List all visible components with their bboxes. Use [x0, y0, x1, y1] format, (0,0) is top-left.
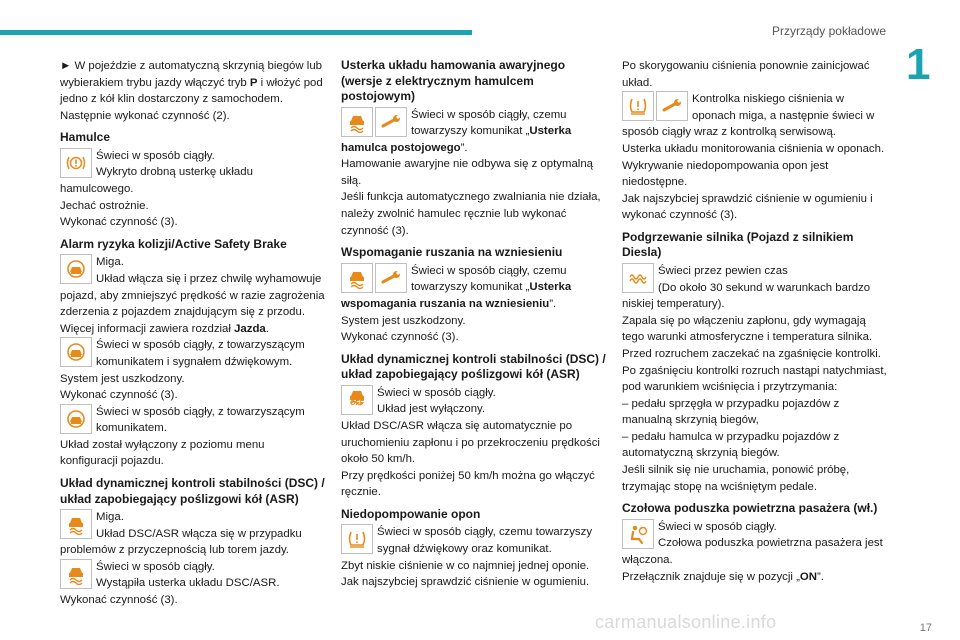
indicator-preheat: Świeci przez pewien czas (Do około 30 sekund w warunkach bardzo niskiej temperatury).	[622, 264, 871, 311]
indicator-collision-disabled: Świeci w sposób ciągły, z towarzyszącym komunikatem.	[60, 404, 325, 437]
heading-airbag: Czołowa poduszka powietrzna pasażera (wł.)	[622, 501, 878, 516]
indicator-collision-flashing: Miga. Układ włącza się i przez chwilę wyhamowuje pojazd, aby zmniejszyć prędkość w razie zagrożenia zderzenia z pojazdem znajdującym się z przodu.	[60, 256, 325, 319]
wrench-icon	[375, 107, 407, 137]
wrench-icon	[375, 263, 407, 293]
skid-car-icon	[341, 107, 373, 137]
glow-plug-icon	[622, 263, 654, 293]
collision-alert-icon	[60, 337, 92, 367]
heading-parking-brake-fault: Usterka układu hamowania awaryjnego (wersje z elektrycznym hamulcem postojowym)	[341, 58, 566, 103]
off-label: OFF	[350, 400, 364, 408]
indicator-dsc-off: OFF Świeci w sposób ciągły. Układ jest wyłączony.	[341, 385, 606, 418]
column-1: ► W pojeździe z automatyczną skrzynią biegów lub wybierakiem trybu jazdy włączyć tryb P i włożyć pod jedno z kół klin dostarczony z samochodem. Następnie wykonać czynność (2). Hamulce Świeci w sposób ciągły. Wykryto drobną usterkę układu hamulcowego. Jechać ostrożnie. Wykonać czynność (3). Alarm ryzyka kolizji/Active Safety Brake Miga. Układ włącza się i przez chwilę wyhamowuje pojazd, aby zmniejszyć prędkość w razie zagrożenia zderzenia z pojazdem znajdującym się z przodu. Więcej informacji zawiera rozdział Jazda. Świeci w sposób ciągły, z towarzyszącym komunikatem i sygnałem dźwiękowym. System jest uszkodzony. Wykonać czynność (3). Świeci w sposób ciągły, z towarzyszącym komunikatem. Układ został wyłączony z poziomu menu konfiguracji pojazdu. Układ dynamicznej kontroli stabilności (DSC) / układ zapobiegający poślizgowi kół (ASR) Miga. Układ DSC/ASR włącza się w przypadku problemów z przyczepnością lub torem jazdy. Świeci w sposób ciągły. Wystąpiła usterka układu DSC/ASR. Wykonać czynność (3).	[60, 60, 325, 607]
tyre-intro: Po skorygowaniu ciśnienia ponownie zainicjować układ.	[622, 60, 870, 89]
column-3: Po skorygowaniu ciśnienia ponownie zainicjować układ. Kontrolka niskiego ciśnienia w oponach miga, a następnie świeci w sposób ciągły wraz z kontrolką serwisową. Usterka układu monitorowania ciśnienia w oponach. Wykrywanie niedopompowania opon jest niedostępne. Jak najszybciej sprawdzić ciśnienie w ogumieniu i wykonać czynność (3). Podgrzewanie silnika (Pojazd z silnikiem Diesla) Świeci przez pewien czas (Do około 30 sekund w warunkach bardzo niskiej temperatury). Zapala się po włączeniu zapłonu, gdy wymagają tego warunki atmosferyczne i temperatura silnika. Przed rozruchem zaczekać na zgaśnięcie kontrolki. Po zgaśnięciu kontrolki rozruch nastąpi natychmiast, pod warunkiem wciśnięcia i przytrzymania: – pedału sprzęgła w przypadku pojazdów z manualną skrzynią biegów, – pedału hamulca w przypadku pojazdów z automatyczną skrzynią biegów. Jeśli silnik się nie uruchamia, ponowić próbę, trzymając stopę na wciśniętym pedale. Czołowa poduszka powietrzna pasażera (wł.) Świeci w sposób ciągły. Czołowa poduszka powietrzna pasażera jest włączona. Przełącznik znajduje się w pozycji „ON”.	[622, 60, 887, 583]
brake-warning-icon	[60, 148, 92, 178]
airbag-icon	[622, 519, 654, 549]
header-accent-bar	[0, 30, 472, 35]
heading-tyres: Niedopompowanie opon	[341, 506, 481, 521]
indicator-parking-brake-fault: Świeci w sposób ciągły, czemu towarzyszy komunikat „Usterka hamulca postojowego”.	[341, 108, 572, 154]
tyre-pressure-icon	[341, 524, 373, 554]
heading-preheat: Podgrzewanie silnika (Pojazd z silnikiem Diesla)	[622, 229, 854, 260]
indicator-dsc-flashing: Miga. Układ DSC/ASR włącza się w przypadku problemów z przyczepnością lub torem jazdy.	[60, 511, 302, 557]
indicator-airbag-on: Świeci w sposób ciągły. Czołowa poduszka powietrzna pasażera jest włączona.	[622, 520, 883, 566]
heading-dsc: Układ dynamicznej kontroli stabilności (DSC) / układ zapobiegający poślizgowi kół (ASR)	[60, 476, 325, 506]
heading-dsc-off: Układ dynamicznej kontroli stabilności (DSC) / układ zapobiegający poślizgowi kół (ASR)	[341, 351, 606, 382]
indicator-tpms-fault: Kontrolka niskiego ciśnienia w oponach miga, a następnie świeci w sposób ciągły wraz z kontrolką serwisową.	[622, 93, 875, 139]
indicator-hill-start: Świeci w sposób ciągły, czemu towarzyszy komunikat „Usterka wspomagania ruszania na wzniesieniu”.	[341, 264, 572, 310]
chapter-number: 1	[906, 40, 931, 89]
watermark: carmanualsonline.info	[595, 612, 777, 632]
heading-hamulce: Hamulce	[60, 130, 111, 145]
skid-car-icon	[60, 559, 92, 589]
collision-alert-icon	[60, 254, 92, 284]
heading-hill-start: Wspomaganie ruszania na wzniesieniu	[341, 245, 563, 260]
page-number: 17	[919, 622, 932, 634]
collision-alert-icon	[60, 404, 92, 434]
intro-paragraph: ► W pojeździe z automatyczną skrzynią biegów lub wybierakiem trybu jazdy włączyć tryb P i włożyć pod jedno z kół klin dostarczony z samochodem. Następnie wykonać czynność (2).	[60, 60, 323, 122]
skid-car-off-icon	[341, 385, 373, 415]
skid-car-icon	[341, 263, 373, 293]
tyre-pressure-icon	[622, 91, 654, 121]
indicator-dsc-fault: Świeci w sposób ciągły. Wystąpiła usterka układu DSC/ASR.	[60, 559, 325, 592]
column-2: Usterka układu hamowania awaryjnego (wersje z elektrycznym hamulcem postojowym) Świeci w sposób ciągły, czemu towarzyszy komunikat „Usterka hamulca postojowego”. Hamowanie awaryjne nie odbywa się z optymalną siłą. Jeśli funkcja automatycznego zwalniania nie działa, należy zwolnić hamulec ręcznie lub wykonać czynność (3). Wspomaganie ruszania na wzniesieniu Świeci w sposób ciągły, czemu towarzyszy komunikat „Usterka wspomagania ruszania na wzniesieniu”. System jest uszkodzony. Wykonać czynność (3). Układ dynamicznej kontroli stabilności (DSC) / układ zapobiegający poślizgowi kół (ASR) OFF Świeci w sposób ciągły. Układ jest wyłączony. Układ DSC/ASR włącza się automatycznie po uruchomieniu zapłonu i po przekroczeniu prędkości około 50 km/h. Przy prędkości poniżej 50 km/h można go włączyć ręcznie. Niedopompowanie opon Świeci w sposób ciągły, czemu towarzyszy sygnał dźwiękowy oraz komunikat. Zbyt niskie ciśnienie w co najmniej jednej oponie. Jak najszybciej sprawdzić ciśnienie w ogumieniu.	[341, 58, 606, 589]
heading-alarm: Alarm ryzyka kolizji/Active Safety Brake	[60, 236, 287, 251]
skid-car-icon	[60, 509, 92, 539]
wrench-icon	[656, 91, 688, 121]
indicator-brake: Świeci w sposób ciągły. Wykryto drobną usterkę układu hamulcowego.	[60, 149, 253, 196]
indicator-collision-fault: Świeci w sposób ciągły, z towarzyszącym komunikatem i sygnałem dźwiękowym.	[60, 337, 325, 370]
indicator-tyre-pressure: Świeci w sposób ciągły, czemu towarzyszy sygnał dźwiękowy oraz komunikat.	[341, 524, 606, 557]
section-title: Przyrządy pokładowe	[771, 24, 886, 38]
